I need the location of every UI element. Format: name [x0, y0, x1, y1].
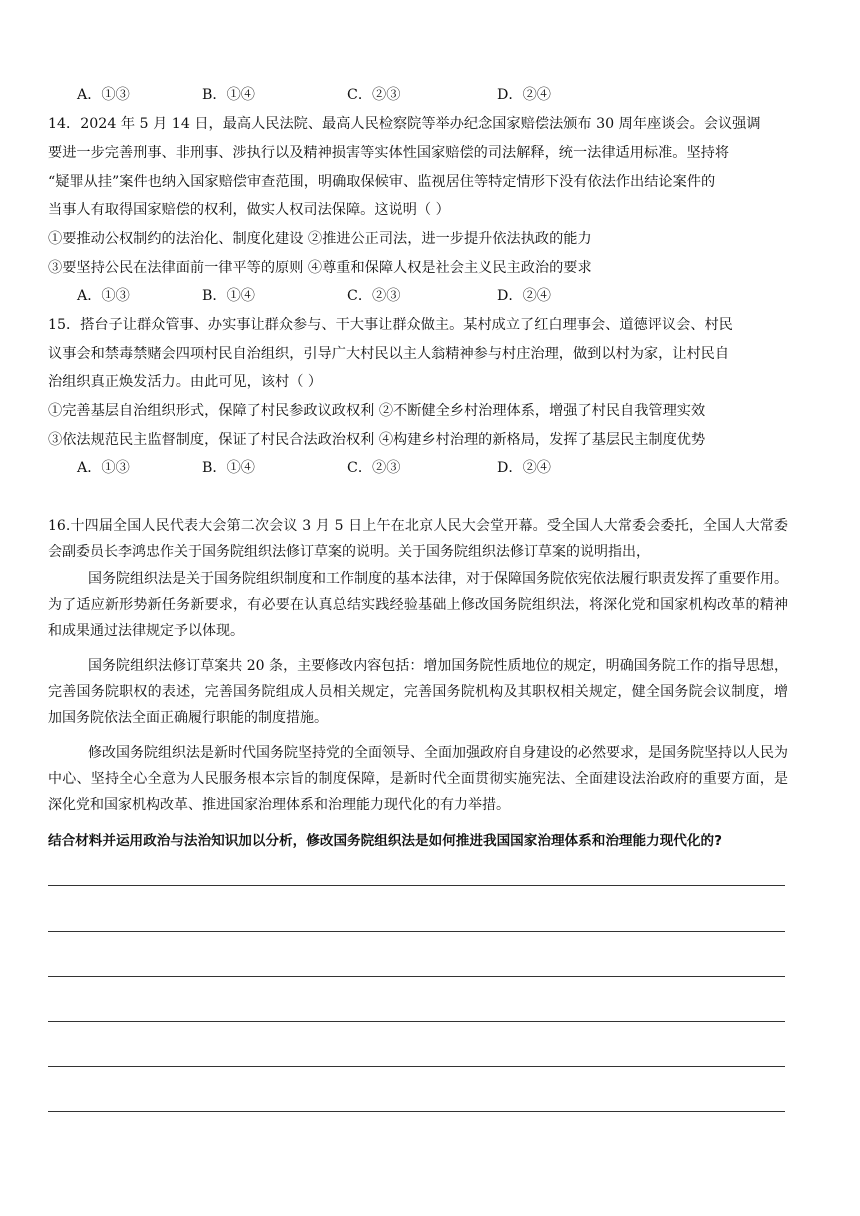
q16-intro: 16.十四届全国人民代表大会第二次会议 3 月 5 日上午在北京人民大会堂开幕。受全国人大常委会委托，全国人大常委会副委员长李鸿忠作关于国务院组织法修订草案的说明。关于国务院组织法修订草案的说明指出，	[48, 518, 788, 561]
answer-line[interactable]	[48, 1111, 785, 1112]
q15-option-c: C．②③	[347, 460, 401, 476]
q16-material-paragraph-1: 国务院组织法是关于国务院组织制度和工作制度的基本法律，对于保障国务院依宪依法履行职责发挥了重要作用。为了适应新形势新任务新要求，有必要在认真总结实践经验基础上修改国务院组织法，将深化党和国家机构改革的精神和成果通过法律规定予以体现。	[48, 571, 788, 640]
q16-question: 结合材料并运用政治与法治知识加以分析，修改国务院组织法是如何推进我国国家治理体系和治理能力现代化的?	[48, 833, 722, 849]
q14-stem-line: 14．2024 年 5 月 14 日，最高人民法院、最高人民检察院等举办纪念国家赔偿法颁布 30 周年座谈会。会议强调	[48, 116, 761, 132]
q15-option-a: A．①③	[77, 460, 130, 476]
q15-stem-line: 15．搭台子让群众管事、办实事让群众参与、干大事让群众做主。某村成立了红白理事会、道德评议会、村民	[48, 317, 733, 333]
q15-option-b: B．①④	[202, 460, 255, 476]
q13-option-d: D．②④	[497, 87, 551, 103]
answer-line[interactable]	[48, 976, 785, 977]
q13-option-a: A．①③	[77, 87, 130, 103]
q13-option-c: C．②③	[347, 87, 401, 103]
q14-stem-line: “疑罪从挂”案件也纳入国家赔偿审查范围，明确取保候审、监视居住等特定情形下没有依法作出结论案件的	[48, 174, 716, 190]
answer-line[interactable]	[48, 885, 785, 886]
q14-stem-line: 要进一步完善刑事、非刑事、涉执行以及精神损害等实体性国家赔偿的司法解释，统一法律适用标准。坚持将	[48, 145, 730, 161]
q15-statement-line: ③依法规范民主监督制度，保证了村民合法政治权利 ④构建乡村治理的新格局，发挥了基层民主制度优势	[48, 432, 706, 448]
q16-material-paragraph-2: 国务院组织法修订草案共 20 条，主要修改内容包括：增加国务院性质地位的规定，明确国务院工作的指导思想，完善国务院职权的表述，完善国务院组成人员相关规定，完善国务院机构及其职权相关规定，健全国务院会议制度，增加国务院依法全面正确履行职能的制度措施。	[48, 658, 788, 727]
answer-line[interactable]	[48, 1021, 785, 1022]
q14-option-b: B．①④	[202, 288, 255, 304]
q14-statement-line: ①要推动公权制约的法治化、制度化建设 ②推进公正司法，进一步提升依法执政的能力	[48, 231, 592, 247]
q14-option-d: D．②④	[497, 288, 551, 304]
q16-material-paragraph-3: 修改国务院组织法是新时代国务院坚持党的全面领导、全面加强政府自身建设的必然要求，是国务院坚持以人民为中心、坚持全心全意为人民服务根本宗旨的制度保障，是新时代全面贯彻实施宪法、全面建设法治政府的重要方面，是深化党和国家机构改革、推进国家治理体系和治理能力现代化的有力举措。	[48, 745, 788, 814]
q15-statement-line: ①完善基层自治组织形式，保障了村民参政议政权利 ②不断健全乡村治理体系，增强了村民自我管理实效	[48, 403, 706, 419]
q14-statement-line: ③要坚持公民在法律面前一律平等的原则 ④尊重和保障人权是社会主义民主政治的要求	[48, 260, 592, 276]
q15-stem-line: 治组织真正焕发活力。由此可见，该村（ ）	[48, 374, 323, 390]
q15-stem-line: 议事会和禁毒禁赌会四项村民自治组织，引导广大村民以主人翁精神参与村庄治理，做到以村为家，让村民自	[48, 346, 730, 362]
q14-option-c: C．②③	[347, 288, 401, 304]
answer-line[interactable]	[48, 1066, 785, 1067]
answer-line[interactable]	[48, 931, 785, 932]
q15-option-d: D．②④	[497, 460, 551, 476]
q14-option-a: A．①③	[77, 288, 130, 304]
q14-stem-line: 当事人有取得国家赔偿的权利，做实人权司法保障。这说明（ ）	[48, 202, 450, 218]
q13-option-b: B．①④	[202, 87, 255, 103]
